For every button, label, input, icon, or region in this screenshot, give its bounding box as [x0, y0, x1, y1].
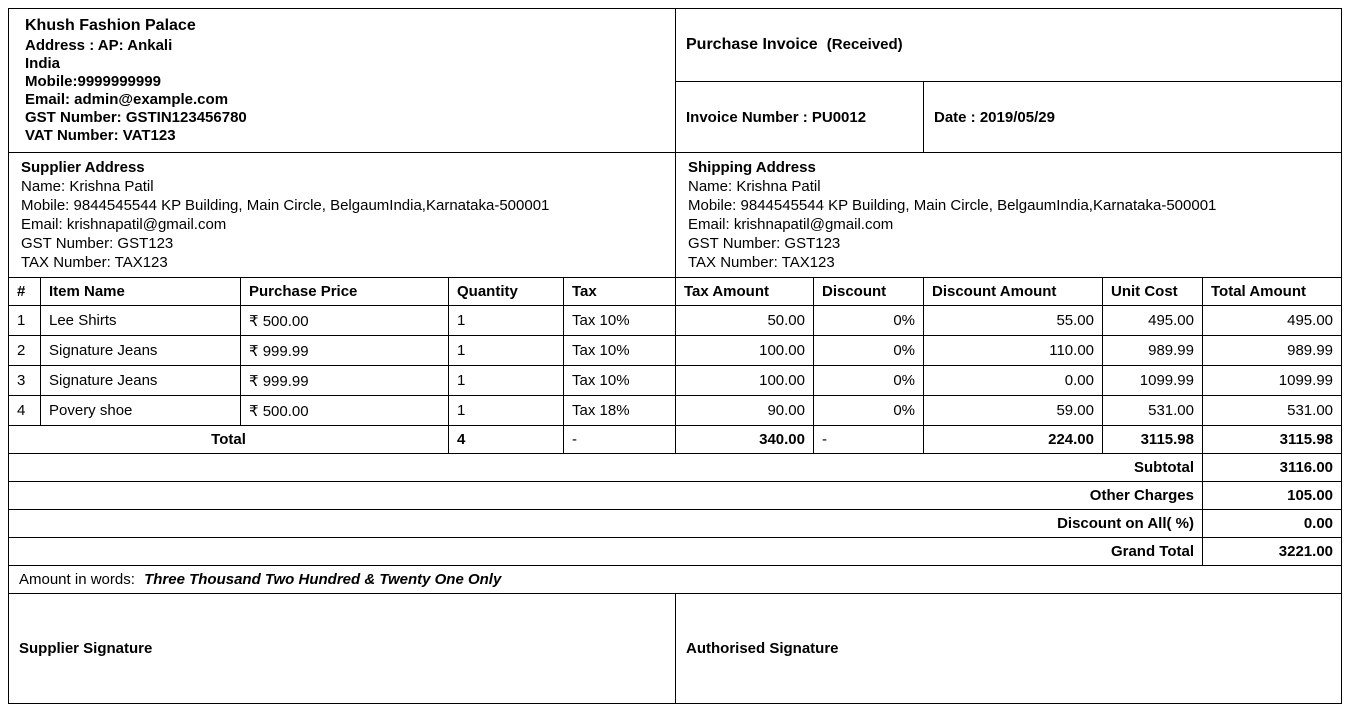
item-quantity: 1: [449, 396, 564, 426]
shipping-name: Name: Krishna Patil: [688, 178, 821, 195]
subtotal-label: Subtotal: [9, 454, 1203, 482]
discount-on-all-value: 0.00: [1203, 510, 1342, 538]
item-quantity: 1: [449, 306, 564, 336]
item-name: Signature Jeans: [41, 336, 241, 366]
invoice-number: Invoice Number : PU0012: [676, 82, 924, 153]
column-header-discount-amount: Discount Amount: [924, 278, 1103, 306]
item-discount: 0%: [814, 306, 924, 336]
column-header-tax-amount: Tax Amount: [676, 278, 814, 306]
company-email: Email: admin@example.com: [25, 91, 229, 108]
company-address-line-1: Address : AP: Ankali: [25, 37, 173, 54]
column-header-index: #: [9, 278, 41, 306]
item-tax-amount: 50.00: [676, 306, 814, 336]
summary-row-other-charges: [9, 482, 1342, 510]
invoice-title: Purchase Invoice: [686, 36, 818, 54]
supplier-name: Name: Krishna Patil: [21, 178, 154, 195]
item-serial: 4: [9, 396, 41, 426]
item-discount: 0%: [814, 396, 924, 426]
shipping-mobile-address: Mobile: 9844545544 KP Building, Main Circle, BelgaumIndia,Karnataka-500001: [688, 197, 1217, 214]
column-header-purchase-price: Purchase Price: [241, 278, 449, 306]
invoice-title-suffix: (Received): [826, 36, 903, 54]
items-total-row: [9, 426, 1342, 454]
purchase-invoice-document: [8, 8, 1342, 704]
shipping-address-cell: [676, 153, 1342, 278]
item-total-amount: 495.00: [1203, 306, 1342, 336]
other-charges-label: Other Charges: [9, 482, 1203, 510]
item-purchase-price: ₹ 500.00: [241, 396, 449, 426]
summary-row-discount-on-all: [9, 510, 1342, 538]
header-title-row: [9, 9, 1342, 82]
item-name: Povery shoe: [41, 396, 241, 426]
item-row: [9, 336, 1342, 366]
item-total-amount: 989.99: [1203, 336, 1342, 366]
item-row: [9, 306, 1342, 336]
total-discount: -: [814, 426, 924, 454]
company-name: Khush Fashion Palace: [25, 17, 196, 34]
item-purchase-price: ₹ 999.99: [241, 366, 449, 396]
amount-in-words-value: Three Thousand Two Hundred & Twenty One Only: [144, 571, 502, 588]
supplier-tax-number: TAX Number: TAX123: [21, 254, 168, 271]
amount-in-words-cell: [9, 566, 1342, 594]
column-header-tax: Tax: [564, 278, 676, 306]
shipping-tax-number: TAX Number: TAX123: [688, 254, 835, 271]
items-header-row: [9, 278, 1342, 306]
supplier-address-cell: [9, 153, 676, 278]
item-unit-cost: 1099.99: [1103, 366, 1203, 396]
total-tax-amount: 340.00: [676, 426, 814, 454]
column-header-total-amount: Total Amount: [1203, 278, 1342, 306]
item-total-amount: 1099.99: [1203, 366, 1342, 396]
item-unit-cost: 989.99: [1103, 336, 1203, 366]
item-serial: 1: [9, 306, 41, 336]
item-tax: Tax 10%: [564, 366, 676, 396]
total-total-amount: 3115.98: [1203, 426, 1342, 454]
item-tax-amount: 100.00: [676, 366, 814, 396]
summary-row-grand-total: [9, 538, 1342, 566]
column-header-quantity: Quantity: [449, 278, 564, 306]
item-row: [9, 366, 1342, 396]
item-unit-cost: 531.00: [1103, 396, 1203, 426]
item-quantity: 1: [449, 336, 564, 366]
authorised-signature-label: Authorised Signature: [676, 594, 1342, 704]
summary-row-subtotal: [9, 454, 1342, 482]
other-charges-value: 105.00: [1203, 482, 1342, 510]
item-discount-amount: 55.00: [924, 306, 1103, 336]
supplier-gst-number: GST Number: GST123: [21, 235, 174, 252]
grand-total-value: 3221.00: [1203, 538, 1342, 566]
company-vat-number: VAT Number: VAT123: [25, 127, 176, 144]
amount-in-words-row: [9, 566, 1342, 594]
item-tax: Tax 18%: [564, 396, 676, 426]
item-unit-cost: 495.00: [1103, 306, 1203, 336]
supplier-signature-label: Supplier Signature: [9, 594, 676, 704]
subtotal-value: 3116.00: [1203, 454, 1342, 482]
company-info-cell: [9, 9, 676, 153]
item-purchase-price: ₹ 999.99: [241, 336, 449, 366]
item-quantity: 1: [449, 366, 564, 396]
supplier-email: Email: krishnapatil@gmail.com: [21, 216, 227, 233]
company-mobile: Mobile:9999999999: [25, 73, 161, 90]
item-serial: 2: [9, 336, 41, 366]
total-unit-cost: 3115.98: [1103, 426, 1203, 454]
column-header-item-name: Item Name: [41, 278, 241, 306]
item-tax-amount: 100.00: [676, 336, 814, 366]
item-discount: 0%: [814, 336, 924, 366]
item-tax: Tax 10%: [564, 336, 676, 366]
column-header-unit-cost: Unit Cost: [1103, 278, 1203, 306]
column-header-discount: Discount: [814, 278, 924, 306]
discount-on-all-label: Discount on All( %): [9, 510, 1203, 538]
signatures-row: [9, 594, 1342, 704]
supplier-mobile-address: Mobile: 9844545544 KP Building, Main Circle, BelgaumIndia,Karnataka-500001: [21, 197, 550, 214]
invoice-title-cell: [676, 9, 1342, 82]
item-serial: 3: [9, 366, 41, 396]
item-tax: Tax 10%: [564, 306, 676, 336]
grand-total-label: Grand Total: [9, 538, 1203, 566]
shipping-gst-number: GST Number: GST123: [688, 235, 841, 252]
shipping-address-heading: Shipping Address: [688, 159, 816, 176]
item-name: Signature Jeans: [41, 366, 241, 396]
company-gst-number: GST Number: GSTIN123456780: [25, 109, 247, 126]
item-tax-amount: 90.00: [676, 396, 814, 426]
item-discount-amount: 110.00: [924, 336, 1103, 366]
item-discount-amount: 59.00: [924, 396, 1103, 426]
total-tax: -: [564, 426, 676, 454]
total-label: Total: [9, 426, 449, 454]
shipping-email: Email: krishnapatil@gmail.com: [688, 216, 894, 233]
total-quantity: 4: [449, 426, 564, 454]
item-discount: 0%: [814, 366, 924, 396]
supplier-address-heading: Supplier Address: [21, 159, 145, 176]
item-total-amount: 531.00: [1203, 396, 1342, 426]
total-discount-amount: 224.00: [924, 426, 1103, 454]
addresses-row: [9, 153, 1342, 278]
company-address-line-2: India: [25, 55, 61, 72]
item-discount-amount: 0.00: [924, 366, 1103, 396]
item-row: [9, 396, 1342, 426]
item-purchase-price: ₹ 500.00: [241, 306, 449, 336]
invoice-date: Date : 2019/05/29: [924, 82, 1342, 153]
amount-in-words-label: Amount in words:: [19, 571, 135, 588]
item-name: Lee Shirts: [41, 306, 241, 336]
